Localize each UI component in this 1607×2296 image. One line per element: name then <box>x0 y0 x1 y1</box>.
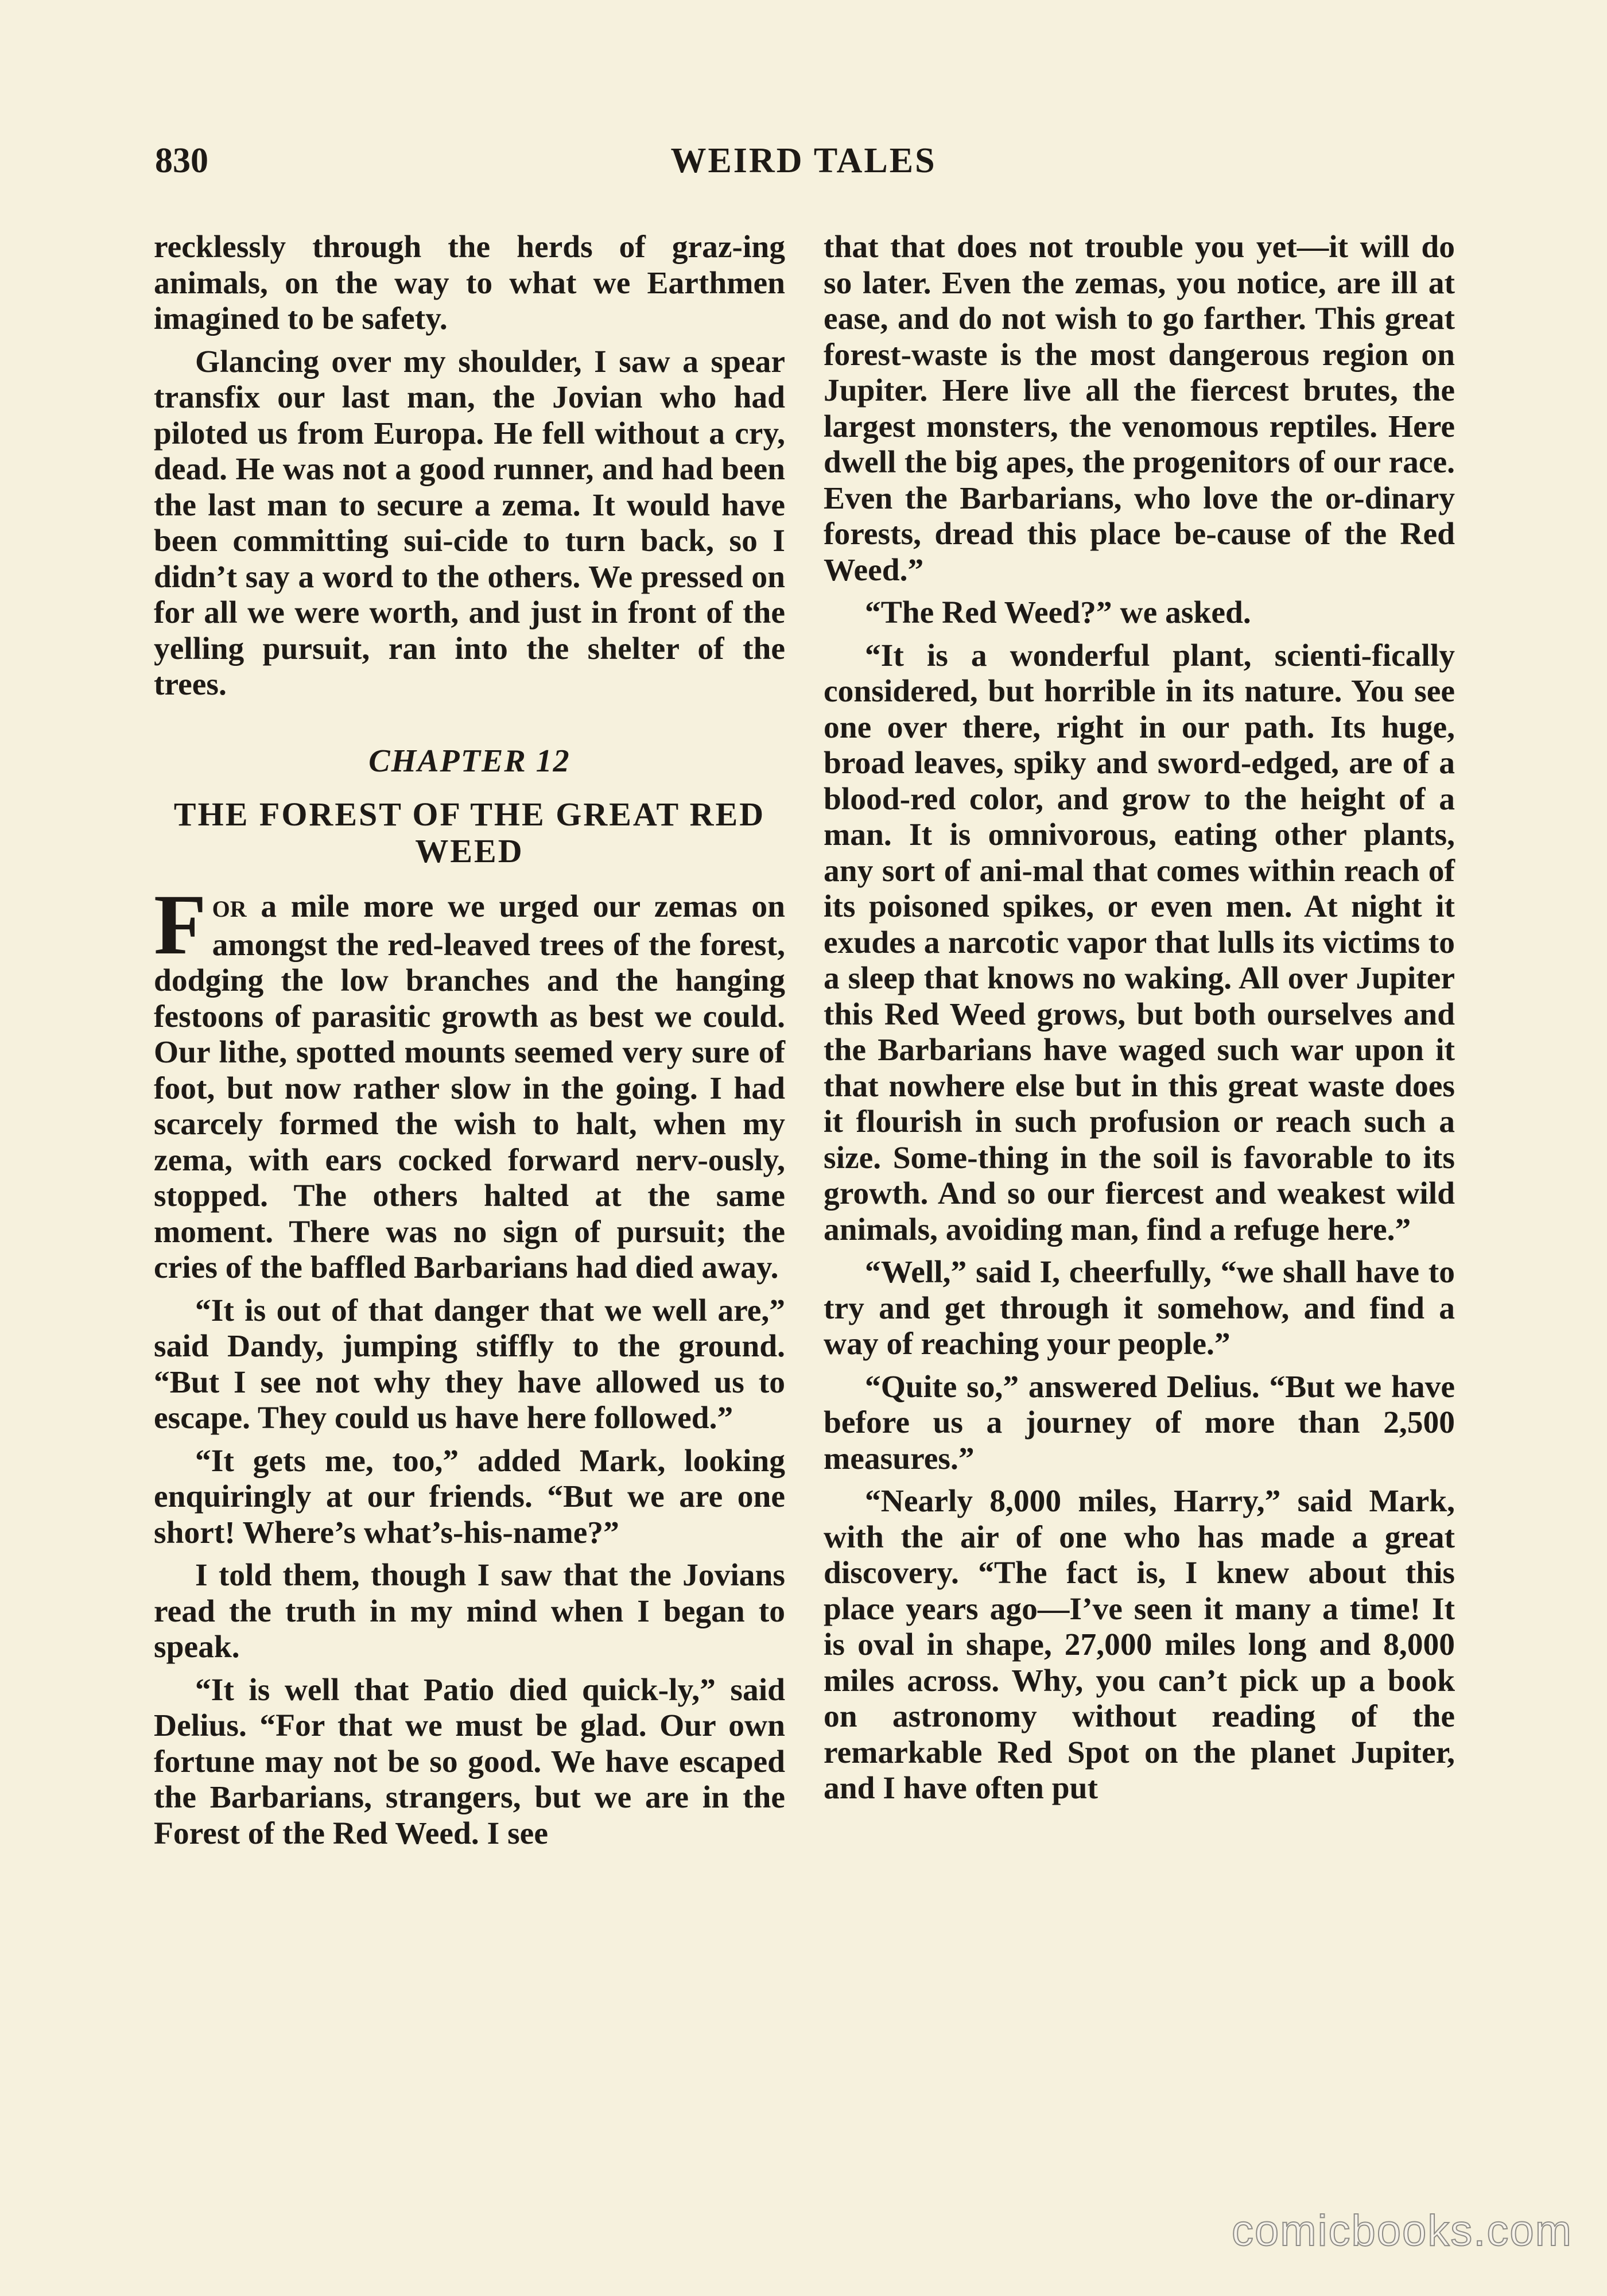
paragraph: recklessly through the herds of graz-ing animals, on the way to what we Earthmen imagined to be safety. <box>154 230 785 336</box>
chapter-label: CHAPTER 12 <box>368 743 570 779</box>
chapter-title: THE FOREST OF THE GREAT RED WEED <box>173 796 766 870</box>
left-column <box>154 230 785 1859</box>
watermark: comicbooks.com <box>1232 2206 1573 2255</box>
page-number: 830 <box>155 141 208 180</box>
paragraph: “It is well that Patio died quick-ly,” said Delius. “For that we must be glad. Our own fortune may not be so good. We have escaped the Barbarians, strangers, but we are in the Forest of the Red Weed. I see <box>154 1672 785 1851</box>
paragraph: I told them, though I saw that the Jovians read the truth in my mind when I began to speak. <box>154 1558 785 1665</box>
right-column <box>824 230 1455 1814</box>
paragraph: “It is out of that danger that we well are,” said Dandy, jumping stiffly to the ground. “But I see not why they have allowed us to escape. They could us have here followed.” <box>154 1293 785 1436</box>
running-title: WEIRD TALES <box>670 141 937 180</box>
paragraph: that that does not trouble you yet—it will do so later. Even the zemas, you notice, are ill at ease, and do not wish to go farther. This great forest-waste is the most dangerous region on Jupiter. Here live all the fiercest brutes, the largest monsters, the venomous reptiles. Here dwell the big apes, the progenitors of our race. Even the Barbarians, who love the or-dinary forests, dread this place be-cause of the Red Weed.” <box>824 230 1455 588</box>
paragraph-text: a mile more we urged our zemas on amongst the red-leaved trees of the forest, dodging the low branches and the hanging festoons of parasitic growth as best we could. Our lithe, spotted mounts seemed very sure of foot, but now rather slow in the going. I had scarcely formed the wish to halt, when my zema, with ears cocked forward nerv-ously, stopped. The others halted at the same moment. There was no sign of pursuit; the cries of the baffled Barbarians had died away. <box>154 889 785 1285</box>
paragraph: “Nearly 8,000 miles, Harry,” said Mark, with the air of one who has made a great discovery. “The fact is, I knew about this place years ago—I’ve seen it many a time! It is oval in shape, 27,000 miles long and 8,000 miles across. Why, you can’t pick up a book on astronomy without reading of the remarkable Red Spot on the planet Jupiter, and I have often put <box>824 1484 1455 1806</box>
opening-paragraph <box>154 877 785 1286</box>
paragraph: “Quite so,” answered Delius. “But we have before us a journey of more than 2,500 measures.” <box>824 1369 1455 1476</box>
page-header <box>155 141 1452 192</box>
paragraph: “It is a wonderful plant, scienti-fically considered, but horrible in its nature. You see one over there, right in our path. Its huge, broad leaves, spiky and sword-edged, are of a blood-red color, and grow to the height of a man. It is omnivorous, eating other plants, any sort of ani-mal that comes within reach of its poisoned spikes, or even men. At night it exudes a narcotic vapor that lulls its victims to a sleep that knows no waking. All over Jupiter this Red Weed grows, but both ourselves and the Barbarians have waged such war upon it that nowhere else but in this great waste does it flourish in such profusion or reach such a size. Some-thing in the soil is favorable to its growth. And so our fiercest and weakest wild animals, avoiding man, find a refuge here.” <box>824 638 1455 1247</box>
paragraph: Glancing over my shoulder, I saw a spear transfix our last man, the Jovian who had piloted us from Europa. He fell without a cry, dead. He was not a good runner, and had been the last man to secure a zema. It would have been committing sui-cide to turn back, so I didn’t say a word to the others. We pressed on for all we were worth, and just in front of the yelling pursuit, ran into the shelter of the trees. <box>154 344 785 702</box>
small-caps-text: OR <box>212 896 247 922</box>
paragraph: “The Red Weed?” we asked. <box>865 595 1251 630</box>
paragraph: “It gets me, too,” added Mark, looking enquiringly at our friends. “But we are one short! Where’s what’s-his-name?” <box>154 1443 785 1550</box>
drop-cap: F <box>154 877 207 972</box>
paragraph: “Well,” said I, cheerfully, “we shall have to try and get through it somehow, and find a way of reaching your people.” <box>824 1255 1455 1362</box>
